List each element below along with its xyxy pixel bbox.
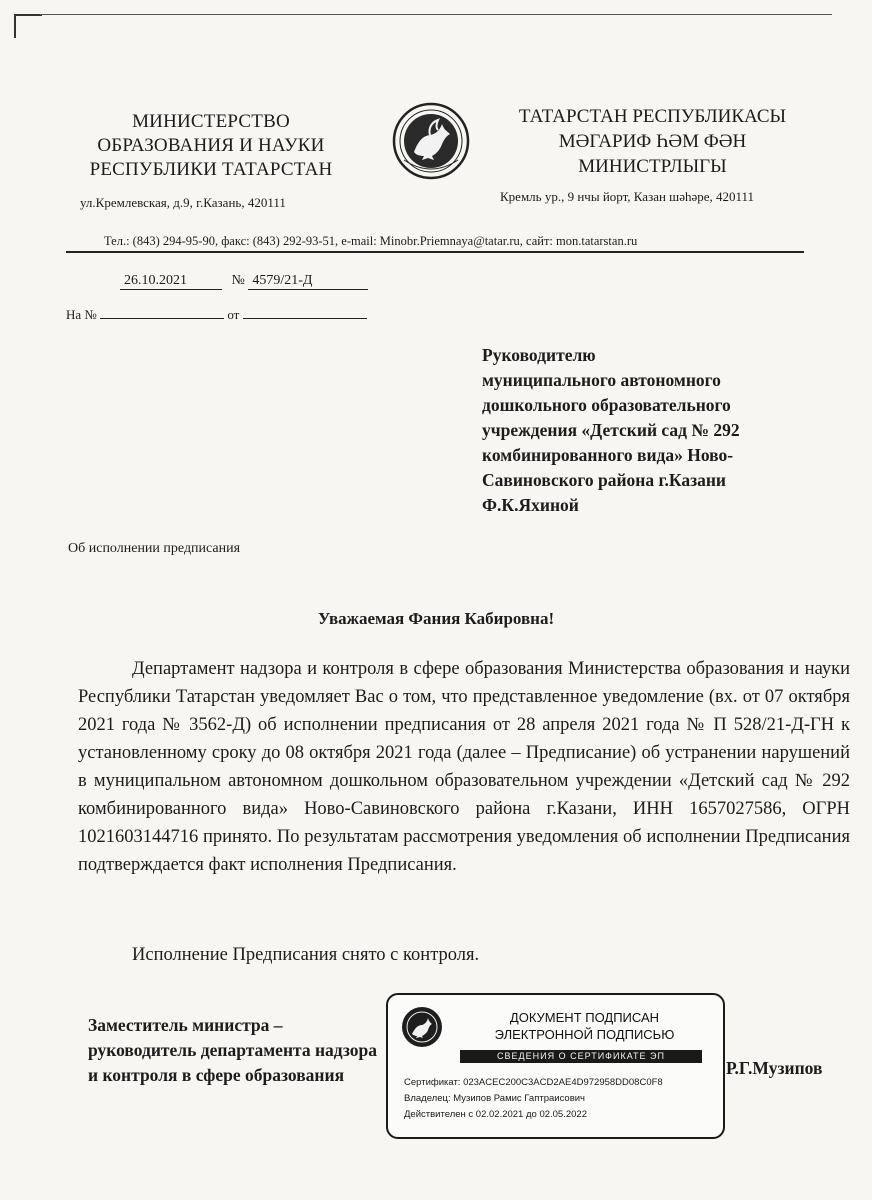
electronic-signature-stamp xyxy=(386,993,725,1139)
stamp-heading xyxy=(452,1009,717,1043)
stamp-validity: Действителен с 02.02.2021 до 02.05.2022 xyxy=(404,1109,587,1120)
body-paragraph: Исполнение Предписания снято с контроля. xyxy=(132,945,480,965)
ministry-name-line: РЕСПУБЛИКИ ТАТАРСТАН xyxy=(89,159,333,180)
addressee-block xyxy=(482,343,822,518)
signatory-name: Р.Г.Музипов xyxy=(726,1058,823,1078)
ministry-name-tatar xyxy=(500,104,805,179)
reference-date-label: от xyxy=(227,307,240,322)
reference-number-label: На № xyxy=(66,307,97,322)
stamp-owner: Владелец: Музипов Рамис Гаптраисович xyxy=(404,1093,586,1104)
stamp-certificate-id: Сертификат: 023ACEC200C3ACD2AE4D972958DD08C0F8 xyxy=(404,1077,663,1088)
address-tatar: Кремль ур., 9 нчы йорт, Казан шәһәре, 420111 xyxy=(500,189,755,204)
stamp-heading-line: ЭЛЕКТРОННОЙ ПОДПИСЬЮ xyxy=(494,1027,675,1042)
signatory-title-line: и контроля в сфере образования xyxy=(88,1065,345,1085)
stamp-emblem-icon xyxy=(400,1005,444,1049)
addressee-line: учреждения «Детский сад № 292 xyxy=(482,420,740,440)
stamp-certificate-bar: СВЕДЕНИЯ О СЕРТИФИКАТЕ ЭП xyxy=(460,1050,702,1063)
salutation: Уважаемая Фания Кабировна! xyxy=(317,609,555,628)
signatory-title-line: руководитель департамента надзора xyxy=(88,1040,378,1060)
reference-line xyxy=(66,306,367,323)
ministry-name-line: ОБРАЗОВАНИЯ И НАУКИ xyxy=(97,135,325,156)
signatory-title-line: Заместитель министра – xyxy=(88,1015,283,1035)
ministry-name-line: МИНИСТРЛЫГЫ xyxy=(578,156,727,177)
body-paragraph: Департамент надзора и контроля в сфере образования Министерства образования и науки Республики Татарстан уведомляет Вас о том, что представленное уведомление (вх. от 07 октября 2021 года № 3562-Д) об исполнении предписания от 28 апреля 2021 года № П 528/21-Д-ГН к установленному сроку до 08 октября 2021 года (далее – Предписание) об устранении нарушений в муниципальном автономном дошкольном образовательном учреждении «Детский сад № 292 комбинированного вида» Ново-Савиновского района г.Казани, ИНН 1657027586, ОГРН 1021603144716 принято. По результатам рассмотрения уведомления об исполнении Предписания подтверждается факт исполнения Предписания. xyxy=(78,659,850,875)
ministry-name-russian xyxy=(76,110,346,182)
addressee-line: дошкольного образовательного xyxy=(482,395,731,415)
addressee-line: Руководителю xyxy=(482,345,596,365)
reference-number-blank xyxy=(100,306,224,319)
letter-subject: Об исполнении предписания xyxy=(68,541,241,556)
ministry-name-line: МӘГАРИФ ҺӘМ ФӘН xyxy=(558,131,747,152)
addressee-line: комбинированного вида» Ново- xyxy=(482,445,734,465)
reference-date-blank xyxy=(243,306,367,319)
contact-line: Тел.: (843) 294-95-90, факс: (843) 292-93-51, e-mail: Minobr.Priemnaya@tatar.ru, сайт: mon.tatarstan.ru xyxy=(104,234,638,248)
addressee-line: Савиновского района г.Казани xyxy=(482,470,727,490)
scan-top-edge xyxy=(40,14,832,15)
registration-date: 26.10.2021 xyxy=(120,273,222,290)
addressee-line: муниципального автономного xyxy=(482,370,721,390)
ministry-name-line: МИНИСТЕРСТВО xyxy=(132,111,290,132)
registration-number-label: № xyxy=(231,273,245,288)
addressee-line: Ф.К.Яхиной xyxy=(482,495,579,515)
address-russian: ул.Кремлевская, д.9, г.Казань, 420111 xyxy=(80,195,286,210)
stamp-heading-line: ДОКУМЕНТ ПОДПИСАН xyxy=(509,1010,660,1025)
scan-corner-mark xyxy=(14,14,42,38)
tatarstan-emblem-icon xyxy=(392,102,470,180)
header-divider xyxy=(66,251,804,253)
registration-line xyxy=(120,273,368,290)
registration-number: 4579/21-Д xyxy=(248,273,368,290)
ministry-name-line: ТАТАРСТАН РЕСПУБЛИКАСЫ xyxy=(518,106,787,127)
